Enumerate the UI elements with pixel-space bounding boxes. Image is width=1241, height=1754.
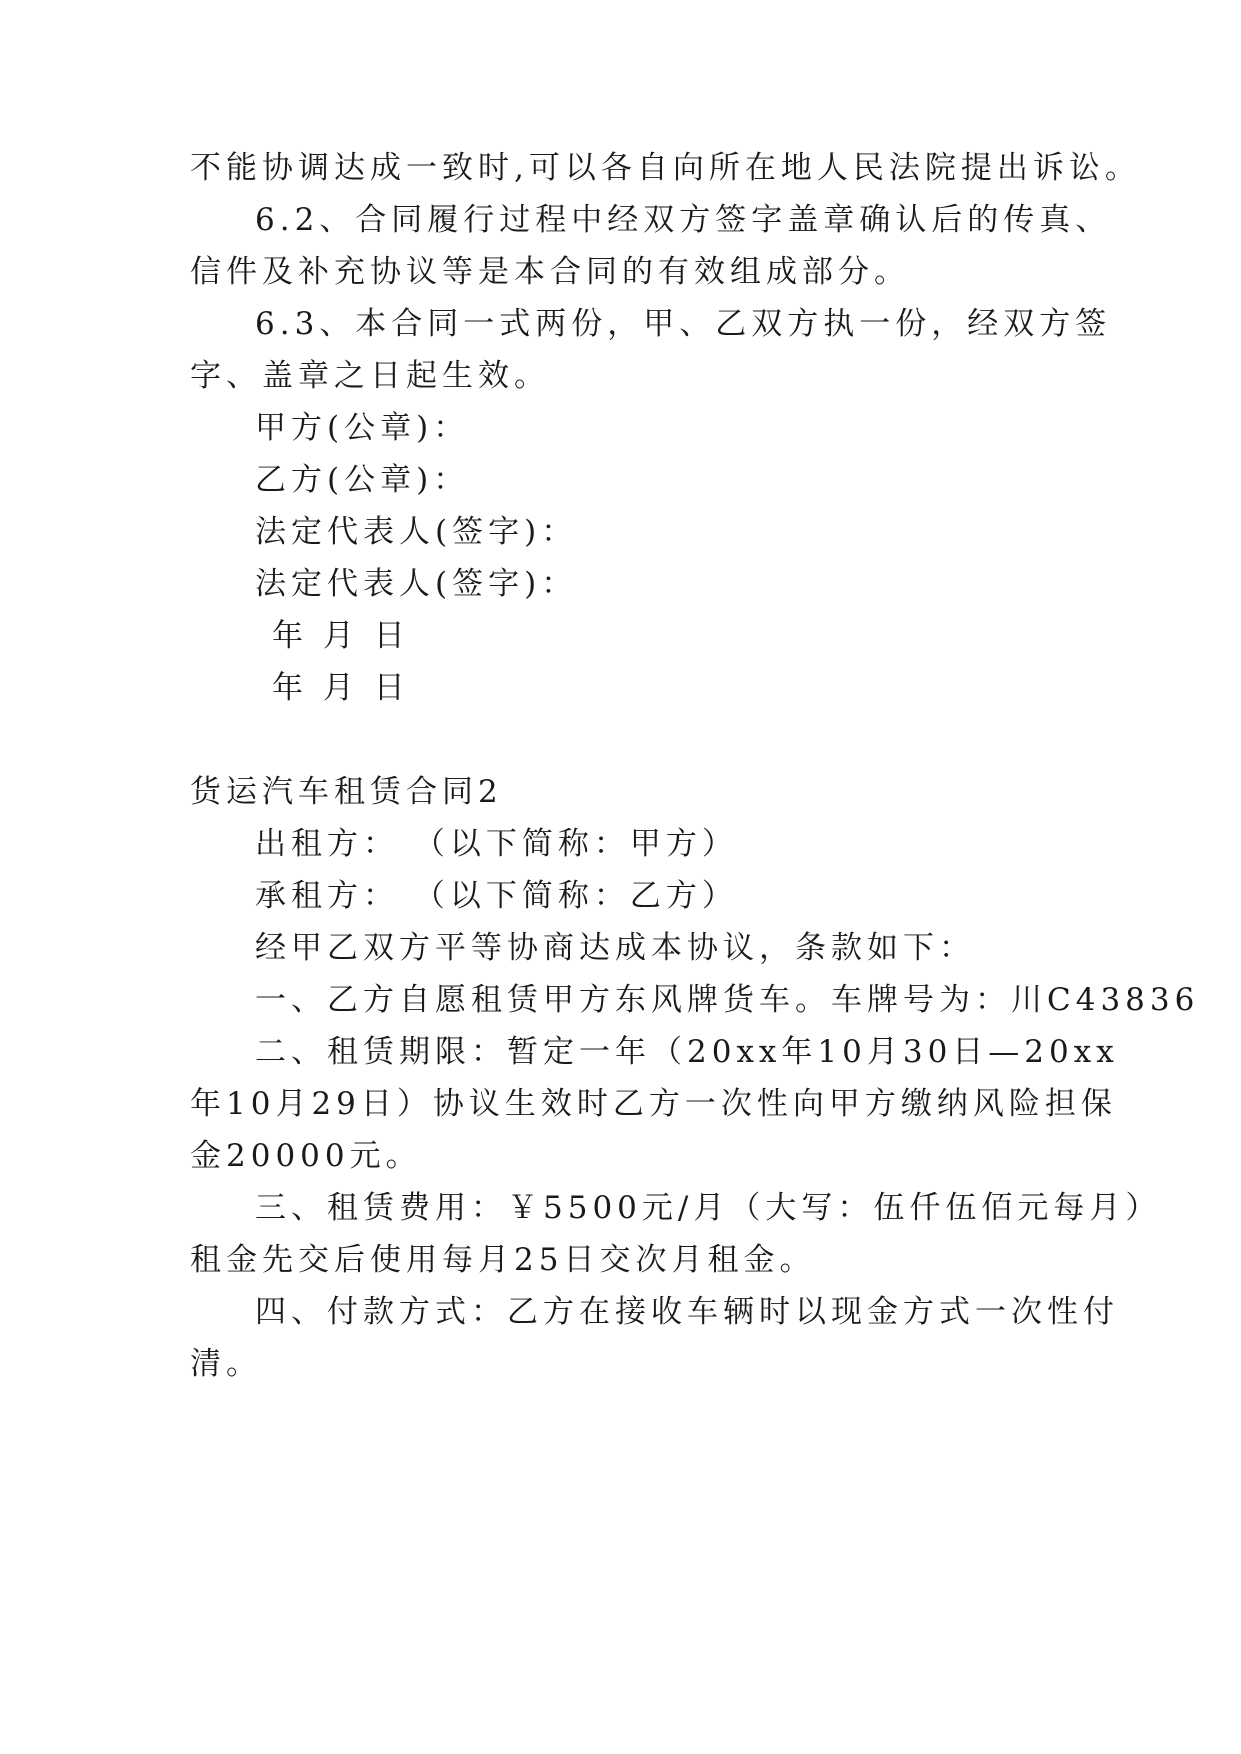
- date-line: 年 月 日: [272, 670, 410, 706]
- text-line: 6.3、本合同一式两份，甲、乙双方执一份，经双方签: [255, 306, 1112, 342]
- clause-2: 二、租赁期限：暂定一年（20xx年10月30日—20xx: [255, 1034, 1119, 1070]
- clause-3: 三、租赁费用：￥5500元/月（大写：伍仟伍佰元每月）: [255, 1190, 1162, 1226]
- lessor-line: 出租方： （以下简称：甲方）: [255, 826, 738, 862]
- text-line: 清。: [190, 1346, 262, 1382]
- party-b-seal-line: 乙方(公章)：: [255, 462, 470, 498]
- text-line: 金20000元。: [190, 1138, 422, 1174]
- text-line: 租金先交后使用每月25日交次月租金。: [190, 1242, 816, 1278]
- contract-title: 货运汽车租赁合同2: [190, 774, 503, 810]
- legal-rep-signature-line: 法定代表人(签字)：: [255, 566, 578, 602]
- party-a-seal-line: 甲方(公章)：: [255, 410, 470, 446]
- text-line: 信件及补充协议等是本合同的有效组成部分。: [190, 254, 910, 290]
- clause-1: 一、乙方自愿租赁甲方东风牌货车。车牌号为：川C43836: [255, 982, 1200, 1018]
- clause-4: 四、付款方式：乙方在接收车辆时以现金方式一次性付: [255, 1294, 1119, 1330]
- text-line: 年10月29日）协议生效时乙方一次性向甲方缴纳风险担保: [190, 1086, 1117, 1122]
- lessee-line: 承租方： （以下简称：乙方）: [255, 878, 738, 914]
- text-line: 经甲乙双方平等协商达成本协议，条款如下：: [255, 930, 975, 966]
- legal-rep-signature-line: 法定代表人(签字)：: [255, 514, 578, 550]
- text-line: 不能协调达成一致时,可以各自向所在地人民法院提出诉讼。: [190, 150, 1141, 186]
- text-line: 6.2、合同履行过程中经双方签字盖章确认后的传真、: [255, 202, 1112, 238]
- date-line: 年 月 日: [272, 618, 410, 654]
- text-line: 字、盖章之日起生效。: [190, 358, 550, 394]
